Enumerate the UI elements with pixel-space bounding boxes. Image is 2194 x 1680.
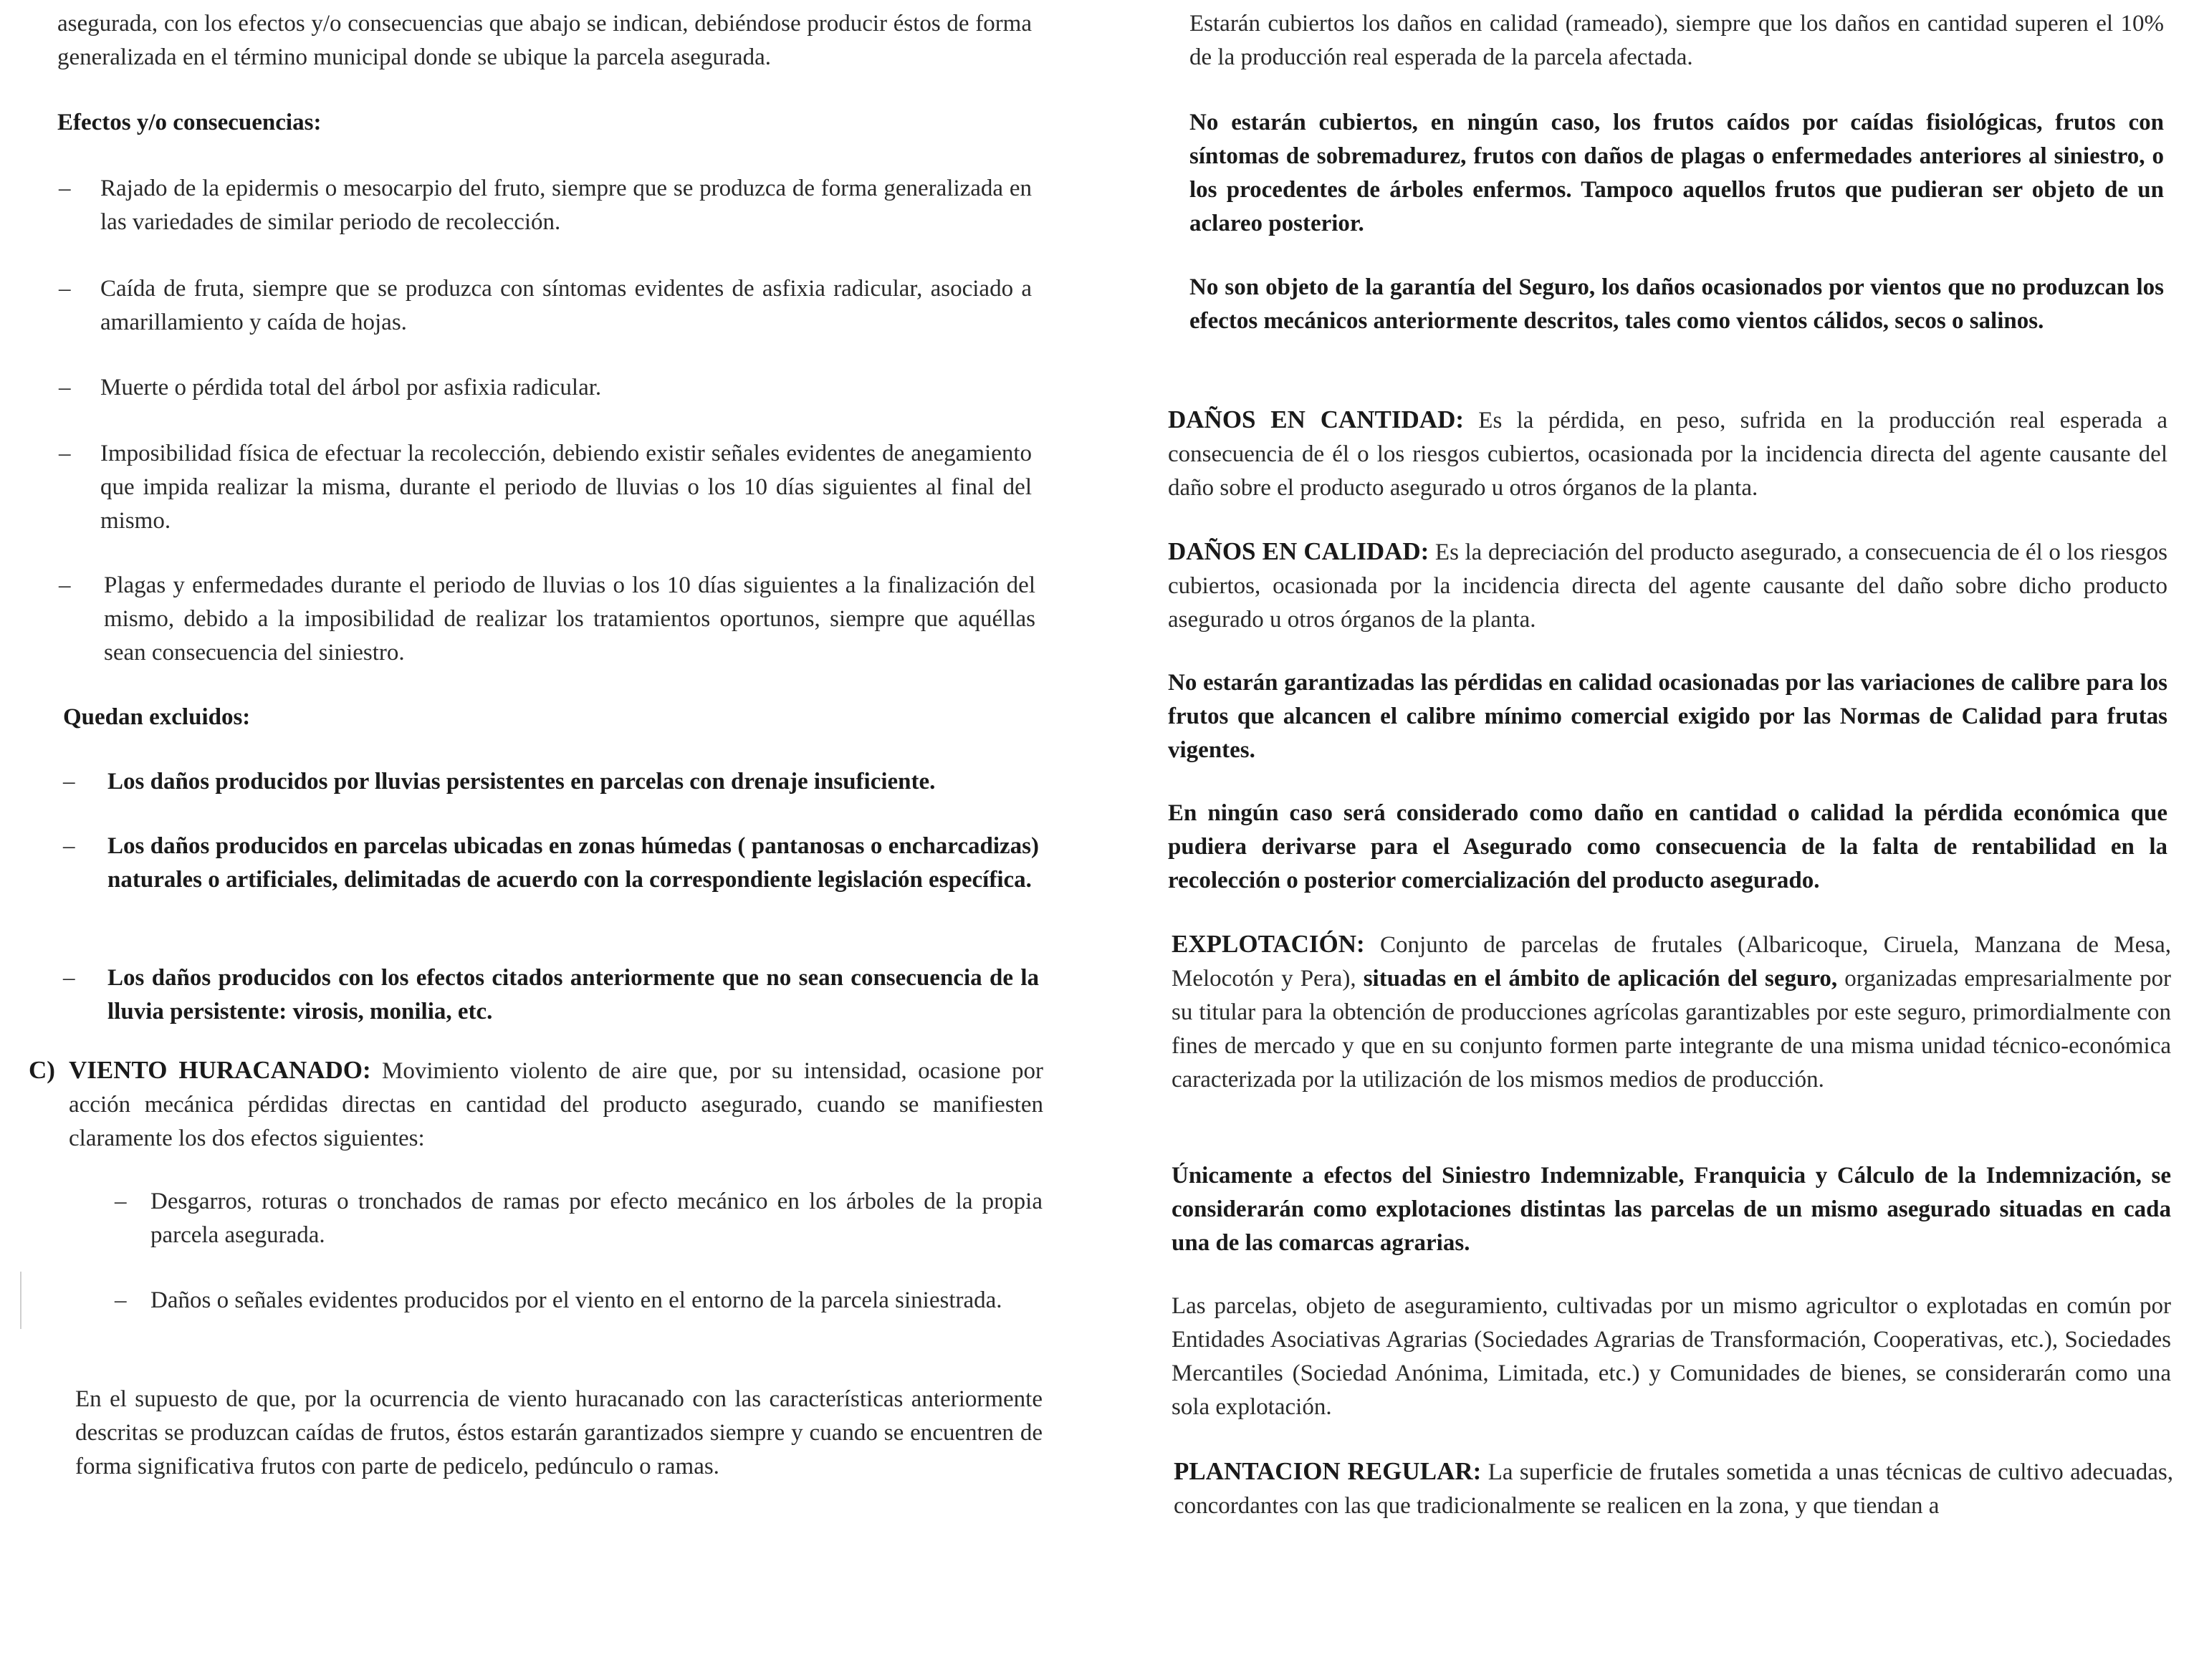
list-dash: – (59, 276, 71, 302)
excluido-item: Los daños producidos en parcelas ubicadas en zonas húmedas ( pantanosas o encharcadizas) naturales o artificiales, delimitadas de acuerdo con la correspondiente legislación específica. (107, 833, 1039, 893)
rameado-paragraph: Estarán cubiertos los daños en calidad (rameado), siempre que los daños en cantidad superen el 10% de la producción real esperada de la parcela afectada. (1189, 11, 2164, 70)
explotacion-text-bold: situadas en el ámbito de aplicación del seguro, (1363, 966, 1838, 992)
danos-cantidad-term: DAÑOS EN CANTIDAD: (1168, 405, 1464, 433)
list-dash: – (63, 769, 75, 795)
viento-closing-paragraph: En el supuesto de que, por la ocurrencia de viento huracanado con las características anteriormente descritas se produzcan caídas de frutos, éstos estarán garantizados siempre y cuando se encuentren de forma significativa frutos con parte de pedicelo, pedúnculo o ramas. (75, 1386, 1043, 1479)
plantacion-paragraph (1174, 1454, 2173, 1523)
explotacion-paragraph (1172, 927, 2171, 1097)
excluido-item: Los daños producidos con los efectos citados anteriormente que no sean consecuencia de la lluvia persistente: virosis, monilia, etc. (107, 965, 1039, 1024)
section-c-title: VIENTO HURACANADO: (69, 1056, 371, 1084)
section-c-paragraph (69, 1053, 1043, 1156)
list-dash: – (63, 965, 75, 991)
efecto-item: Plagas y enfermedades durante el periodo de lluvias o los 10 días siguientes a la finalización del mismo, debido a la imposibilidad de realizar los tratamientos oportunos, siempre que aquéllas sean consecuencia del siniestro. (104, 572, 1035, 666)
viento-item: Desgarros, roturas o tronchados de ramas por efecto mecánico en los árboles de la propia parcela asegurada. (150, 1189, 1043, 1248)
efecto-item: Rajado de la epidermis o mesocarpio del fruto, siempre que se produzca de forma generalizada en las variedades de similar periodo de recolección. (100, 176, 1032, 235)
calibre-paragraph: No estarán garantizadas las pérdidas en calidad ocasionadas por las variaciones de calibre para los frutos que alcancen el calibre mínimo comercial exigido por las Normas de Calidad para frutas vigentes. (1168, 670, 2167, 763)
danos-calidad-paragraph (1168, 534, 2167, 637)
section-c-text: Movimiento violento de aire que, por su intensidad, ocasione por acción mecánica pérdidas directas en cantidad del producto asegurado, cuando se manifiesten claramente los dos efectos siguientes: (69, 1058, 1043, 1151)
excluidos-heading: Quedan excluidos: (63, 704, 251, 730)
efecto-item: Muerte o pérdida total del árbol por asfixia radicular. (100, 375, 602, 400)
parcelas-paragraph: Las parcelas, objeto de aseguramiento, cultivadas por un mismo agricultor o explotadas en común por Entidades Asociativas Agrarias (Sociedades Agrarias de Transformación, Cooperativas, etc.), Sociedades Mercantiles (Sociedad Anónima, Limitada, etc.) y Comunidades de bienes, se considerarán como una sola explotación. (1172, 1293, 2171, 1420)
no-cubiertos-paragraph: No estarán cubiertos, en ningún caso, los frutos caídos por caídas fisiológicas, frutos con síntomas de sobremadurez, frutos con daños de plagas o enfermedades anteriores al siniestro, o los procedentes de árboles enfermos. Tampoco aquellos frutos que pudieran ser objeto de un aclareo posterior. (1189, 110, 2164, 236)
excluido-item: Los daños producidos por lluvias persistentes en parcelas con drenaje insuficiente. (107, 769, 936, 795)
list-dash: – (115, 1287, 127, 1313)
efectos-heading: Efectos y/o consecuencias: (57, 110, 322, 135)
scan-mark (20, 1272, 21, 1329)
plantacion-text: La superficie de frutales sometida a unas técnicas de cultivo adecuadas, concordantes con las que tradicionalmente se realicen en la zona, y que tiendan a (1174, 1459, 2173, 1519)
danos-calidad-term: DAÑOS EN CALIDAD: (1168, 537, 1429, 565)
list-dash: – (59, 375, 71, 400)
list-dash: – (59, 176, 71, 201)
no-garantia-paragraph: No son objeto de la garantía del Seguro, los daños ocasionados por vientos que no produzcan los efectos mecánicos anteriormente descritos, tales como vientos cálidos, secos o salinos. (1189, 274, 2164, 334)
efecto-item: Imposibilidad física de efectuar la recolección, debiendo existir señales evidentes de anegamiento que impida realizar la misma, durante el periodo de lluvias o los 10 días siguientes al final del mismo. (100, 441, 1032, 534)
efecto-item: Caída de fruta, siempre que se produzca con síntomas evidentes de asfixia radicular, asociado a amarillamiento y caída de hojas. (100, 276, 1032, 335)
rentabilidad-paragraph: En ningún caso será considerado como daño en cantidad o calidad la pérdida económica que pudiera derivarse para el Asegurado como consecuencia de la falta de rentabilidad en la recolección o posterior comercialización del producto asegurado. (1168, 800, 2167, 893)
danos-calidad-text: Es la depreciación del producto asegurado, a consecuencia de él o los riesgos cubiertos, ocasionada por la incidencia directa del agente causante del daño sobre dicho producto asegurado u otros órganos de la planta. (1168, 539, 2168, 633)
danos-cantidad-text: Es la pérdida, en peso, sufrida en la producción real esperada a consecuencia de él o los riesgos cubiertos, ocasionada por la incidencia directa del agente causante del daño sobre el producto asegurado u otros órganos de la planta. (1168, 408, 2167, 501)
plantacion-term: PLANTACION REGULAR: (1174, 1457, 1482, 1485)
intro-paragraph: asegurada, con los efectos y/o consecuencias que abajo se indican, debiéndose producir éstos de forma generalizada en el término municipal donde se ubique la parcela asegurada. (57, 11, 1032, 70)
section-letter: C) (29, 1056, 55, 1084)
list-dash: – (115, 1189, 127, 1214)
list-dash: – (63, 833, 75, 859)
unicamente-paragraph: Únicamente a efectos del Siniestro Indemnizable, Franquicia y Cálculo de la Indemnización, se considerarán como explotaciones distintas las parcelas de un mismo asegurado situadas en cada una de las comarcas agrarias. (1172, 1163, 2171, 1256)
list-dash: – (59, 441, 71, 466)
list-dash: – (59, 572, 71, 598)
danos-cantidad-paragraph (1168, 403, 2167, 505)
explotacion-text-b: organizadas empresarialmente por su titular para la obtención de producciones agrícolas garantizables por este seguro, primordialmente con fines de mercado y que en su conjunto formen parte integrante de una misma unidad técnico-económica caracterizada por la utilización de los mismos medios de producción. (1172, 966, 2171, 1093)
explotacion-text-a: Conjunto de parcelas de frutales (Albaricoque, Ciruela, Manzana de Mesa, Melocotón y Pera), (1172, 932, 2171, 992)
viento-item: Daños o señales evidentes producidos por el viento en el entorno de la parcela siniestrada. (150, 1287, 1002, 1313)
explotacion-term: EXPLOTACIÓN: (1172, 930, 1365, 958)
